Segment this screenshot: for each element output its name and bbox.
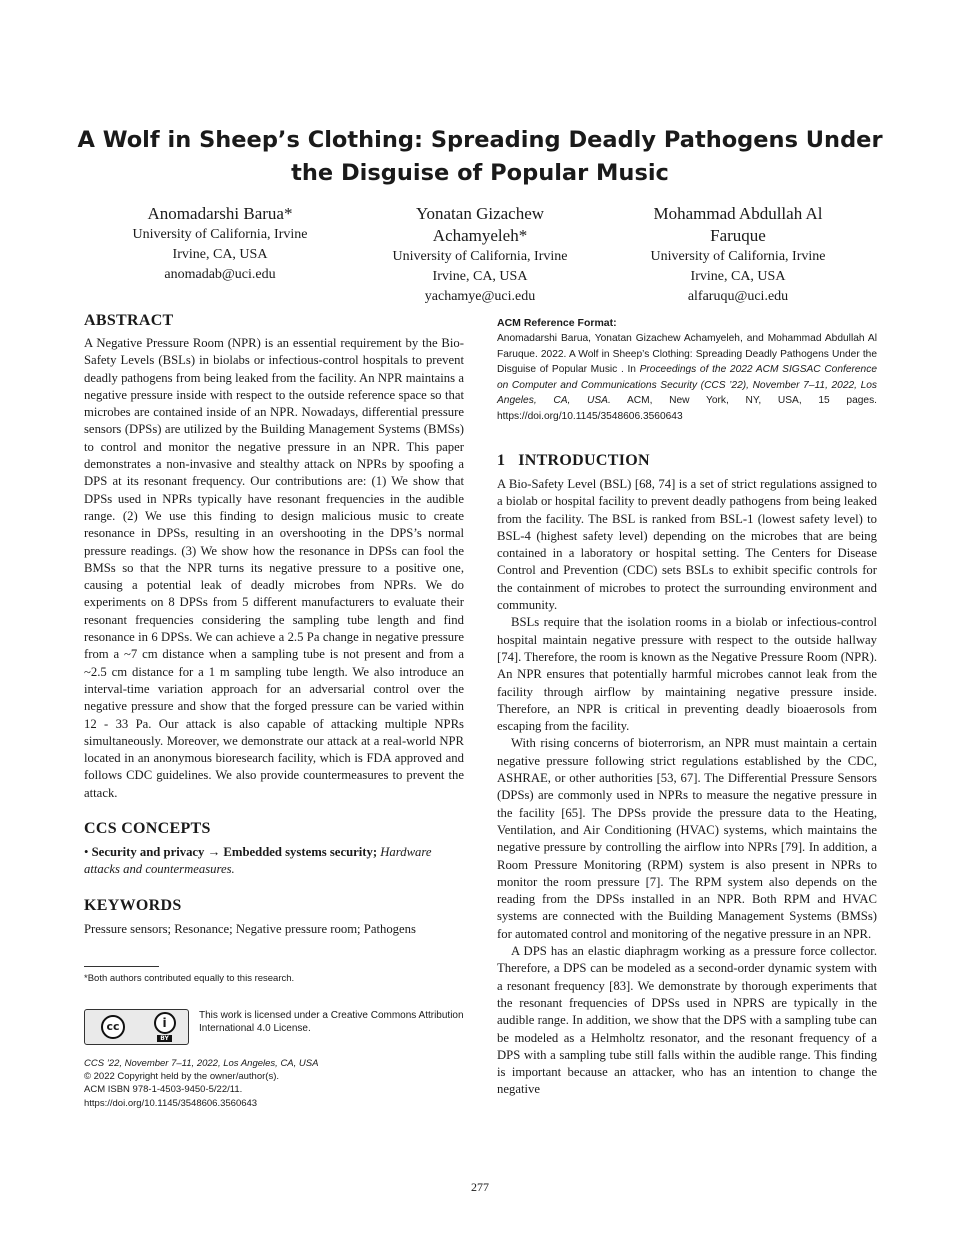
page-number: 277 — [471, 1180, 489, 1194]
doi-link[interactable]: https://doi.org/10.1145/3548606.3560643 — [84, 1097, 258, 1109]
left-column — [84, 312, 464, 1110]
intro-paragraph: A Bio-Safety Level (BSL) [68, 74] is a set of strict regulations assigned to a biolab or hospital facility to prevent deadly pathogens from being leaked from the facility. The BSL is ranked from BSL-1 (lowest safety level) to BSL-4 (highest safety level) depending on the microbes that are being contained in a laboratory or hospital setting. The Centers for Disease Control and Prevention (CDC) sets BSLs to exhibit specific controls for the containment of microbes to protect the surrounding environment and community. — [497, 477, 877, 613]
acm-reference-heading: ACM Reference Format: — [497, 317, 617, 329]
author-email: alfaruqu@uci.edu — [687, 289, 789, 304]
intro-paragraph: With rising concerns of bioterrorism, an NPR must maintain a certain negative pressure following strict regulations established by the CDC, ASHRAE, or other authorities [53, 67]. The Differential Pressure Sensors (DPSs) are commonly used in NPRs to measure the negative pressure in the facility [65]. The DPSs provide the pressure data to the Heating, Ventilation, and Air Conditioning (HVAC) systems, which maintains the negative pressure by controlling the airflow into NPRs [79]. In addition, a Room Pressure Monitoring (RPM) system is also present in NPRs to monitor the room pressure [7]. The RPM system also depends on the reading from the DPSs installed in an NPR. Both RPM and HVAC systems are connected with the Building Management Systems (BMSs) for automated control and monitoring of the negative pressure in an NPR. — [497, 736, 877, 941]
author-email: yachamye@uci.edu — [424, 289, 536, 304]
intro-paragraph: A DPS has an elastic diaphragm working as a pressure force collector. Therefore, a DPS can be modeled as a second-order dynamic system with a resonant frequency [83]. We demonstrate by thorough experiments that the resonant frequencies of DPSs used in NPRS are typically in the audible range. In addition, we show that the DPS with a sampling tube can be modeled as a Helmholtz resonator, and the resonant frequency of a DPS with a sampling tube still falls within the audible range. This finding is important because an attacker, who has an intention to change the negative — [497, 944, 877, 1097]
author-affiliation: University of California, Irvine — [650, 249, 826, 264]
attribution-icon: i — [154, 1012, 176, 1034]
author-location: Irvine, CA, USA — [690, 269, 786, 284]
author-name: Mohammad Abdullah Al — [653, 204, 823, 223]
copyright-info: © 2022 Copyright held by the owner/author(s). — [84, 1071, 279, 1083]
title-line-1: A Wolf in Sheep’s Clothing: Spreading Deadly Pathogens Under — [77, 127, 883, 153]
ccs-concept-italic: Hardware attacks and countermeasures. — [84, 845, 432, 877]
license-text: This work is licensed under a Creative Commons Attribution International 4.0 License. — [199, 1009, 464, 1035]
acm-reference-text: Anomadarshi Barua, Yonatan Gizachew Achamyeleh, and Mohammad Abdullah Al Faruque. 2022. A Wolf in Sheep’s Clothing: Spreading Deadly Pathogens Under the Disguise of Popular Music . In Proceedings of the 2022 ACM SIGSAC Conference on Computer and Communications Security (CCS ’22), November 7–11, 2022, Los Angeles, CA, USA. ACM, New York, NY, USA, 15 pages. https://doi.org/10.1145/3548606.3560643 — [497, 333, 877, 422]
author-name-cont: Achamyeleh* — [432, 226, 528, 245]
ccs-concept-bold: Security and privacy → Embedded systems security; — [91, 845, 378, 860]
introduction-heading: 1 INTRODUCTION — [497, 452, 650, 469]
paper-title — [60, 124, 900, 190]
author-name: Yonatan Gizachew — [415, 204, 545, 223]
by-label: BY — [157, 1035, 172, 1042]
cc-icon: cc — [85, 1010, 141, 1044]
author-affiliation: University of California, Irvine — [392, 249, 568, 264]
license-block — [84, 1009, 464, 1045]
abstract-heading: ABSTRACT — [84, 312, 174, 329]
author-block-3 — [618, 203, 858, 307]
keywords-text: Pressure sensors; Resonance; Negative pressure room; Pathogens — [84, 921, 416, 936]
author-name: Anomadarshi Barua* — [147, 204, 293, 223]
cc-by-badge-icon[interactable] — [84, 1009, 189, 1045]
footnote: *Both authors contributed equally to this research. — [84, 972, 295, 984]
author-block-1 — [100, 203, 340, 285]
conference-info: CCS ’22, November 7–11, 2022, Los Angeles, CA, USA — [84, 1057, 319, 1069]
author-affiliation: University of California, Irvine — [132, 227, 308, 242]
keywords-heading: KEYWORDS — [84, 896, 182, 914]
author-email: anomadab@uci.edu — [164, 267, 276, 282]
author-name-cont: Faruque — [710, 226, 766, 245]
by-icon — [141, 1010, 188, 1044]
author-location: Irvine, CA, USA — [432, 269, 528, 284]
isbn-info: ACM ISBN 978-1-4503-9450-5/22/11. — [84, 1084, 243, 1096]
right-column — [497, 312, 877, 1099]
ccs-heading: CCS CONCEPTS — [84, 820, 211, 838]
abstract-text: A Negative Pressure Room (NPR) is an essential requirement by the Bio-Safety Levels (BSLs) in biolabs or infectious-control hospitals to prevent deadly pathogens from being leaked from the facility. An NPR maintains a negative pressure inside with respect to the outside reference space so that microbes are contained inside of an NPR. Nowadays, differential pressure sensors (DPSs) are utilized by the Building Management Systems (BMSs) to control and monitor the negative pressure in an NPR. This paper demonstrates a non-invasive and stealthy attack on NPRs by spoofing a DPS at its resonant frequency. Our contributions are: (1) We show that DPSs used in NPRs typically have resonant frequencies in the audible range. (2) We use this finding to design malicious music to create resonance in DPSs, resulting in an overshooting in the DPS’s normal pressure readings. (3) We show how the resonance in DPSs can fool the BMSs so that the NPR turns its negative pressure to a positive one, causing a potential leak of deadly microbes from NPRs. We do experiments on 8 DPSs from 5 different manufacturers to evaluate their resonant frequencies considering the sampling tube length and find resonance in 6 DPSs. We can achieve a 2.5 Pa change in negative pressure from a ~7 cm distance when a sampling tube is not present and from a ~2.5 cm distance for a 1 m sampling tube length. We also introduce an interval-time variation approach for an adversarial control over the negative pressure and show that the forged pressure can be varied within 12 - 33 Pa. Our attack is also capable of attacking multiple NPRs simultaneously. Moreover, we demonstrate our attack at a real-world NPR located in an anonymous bioresearch facility, which is FDA approved and follows CDC guidelines. We also provide countermeasures to prevent the attack. — [84, 336, 464, 800]
author-block-2 — [360, 203, 600, 307]
title-line-2: the Disguise of Popular Music — [291, 160, 669, 186]
ccs-concepts — [84, 844, 464, 879]
publication-info — [84, 1057, 464, 1110]
intro-paragraph: BSLs require that the isolation rooms in a biolab or infectious-control hospital maintain negative pressure with respect to the outside hallway [74]. Therefore, the room is known as the Negative Pressure Room (NPR). An NPR ensures that potentially harmful microbes cannot leak from the facility through airflow by maintaining negative pressure inside. Therefore, an NPR is critical in preventing deadly bioaerosols from escaping from the facility. — [497, 615, 877, 734]
author-location: Irvine, CA, USA — [172, 247, 268, 262]
introduction-body — [497, 476, 877, 1099]
footnote-divider — [84, 966, 159, 967]
ccs-bullet: • — [84, 845, 89, 860]
